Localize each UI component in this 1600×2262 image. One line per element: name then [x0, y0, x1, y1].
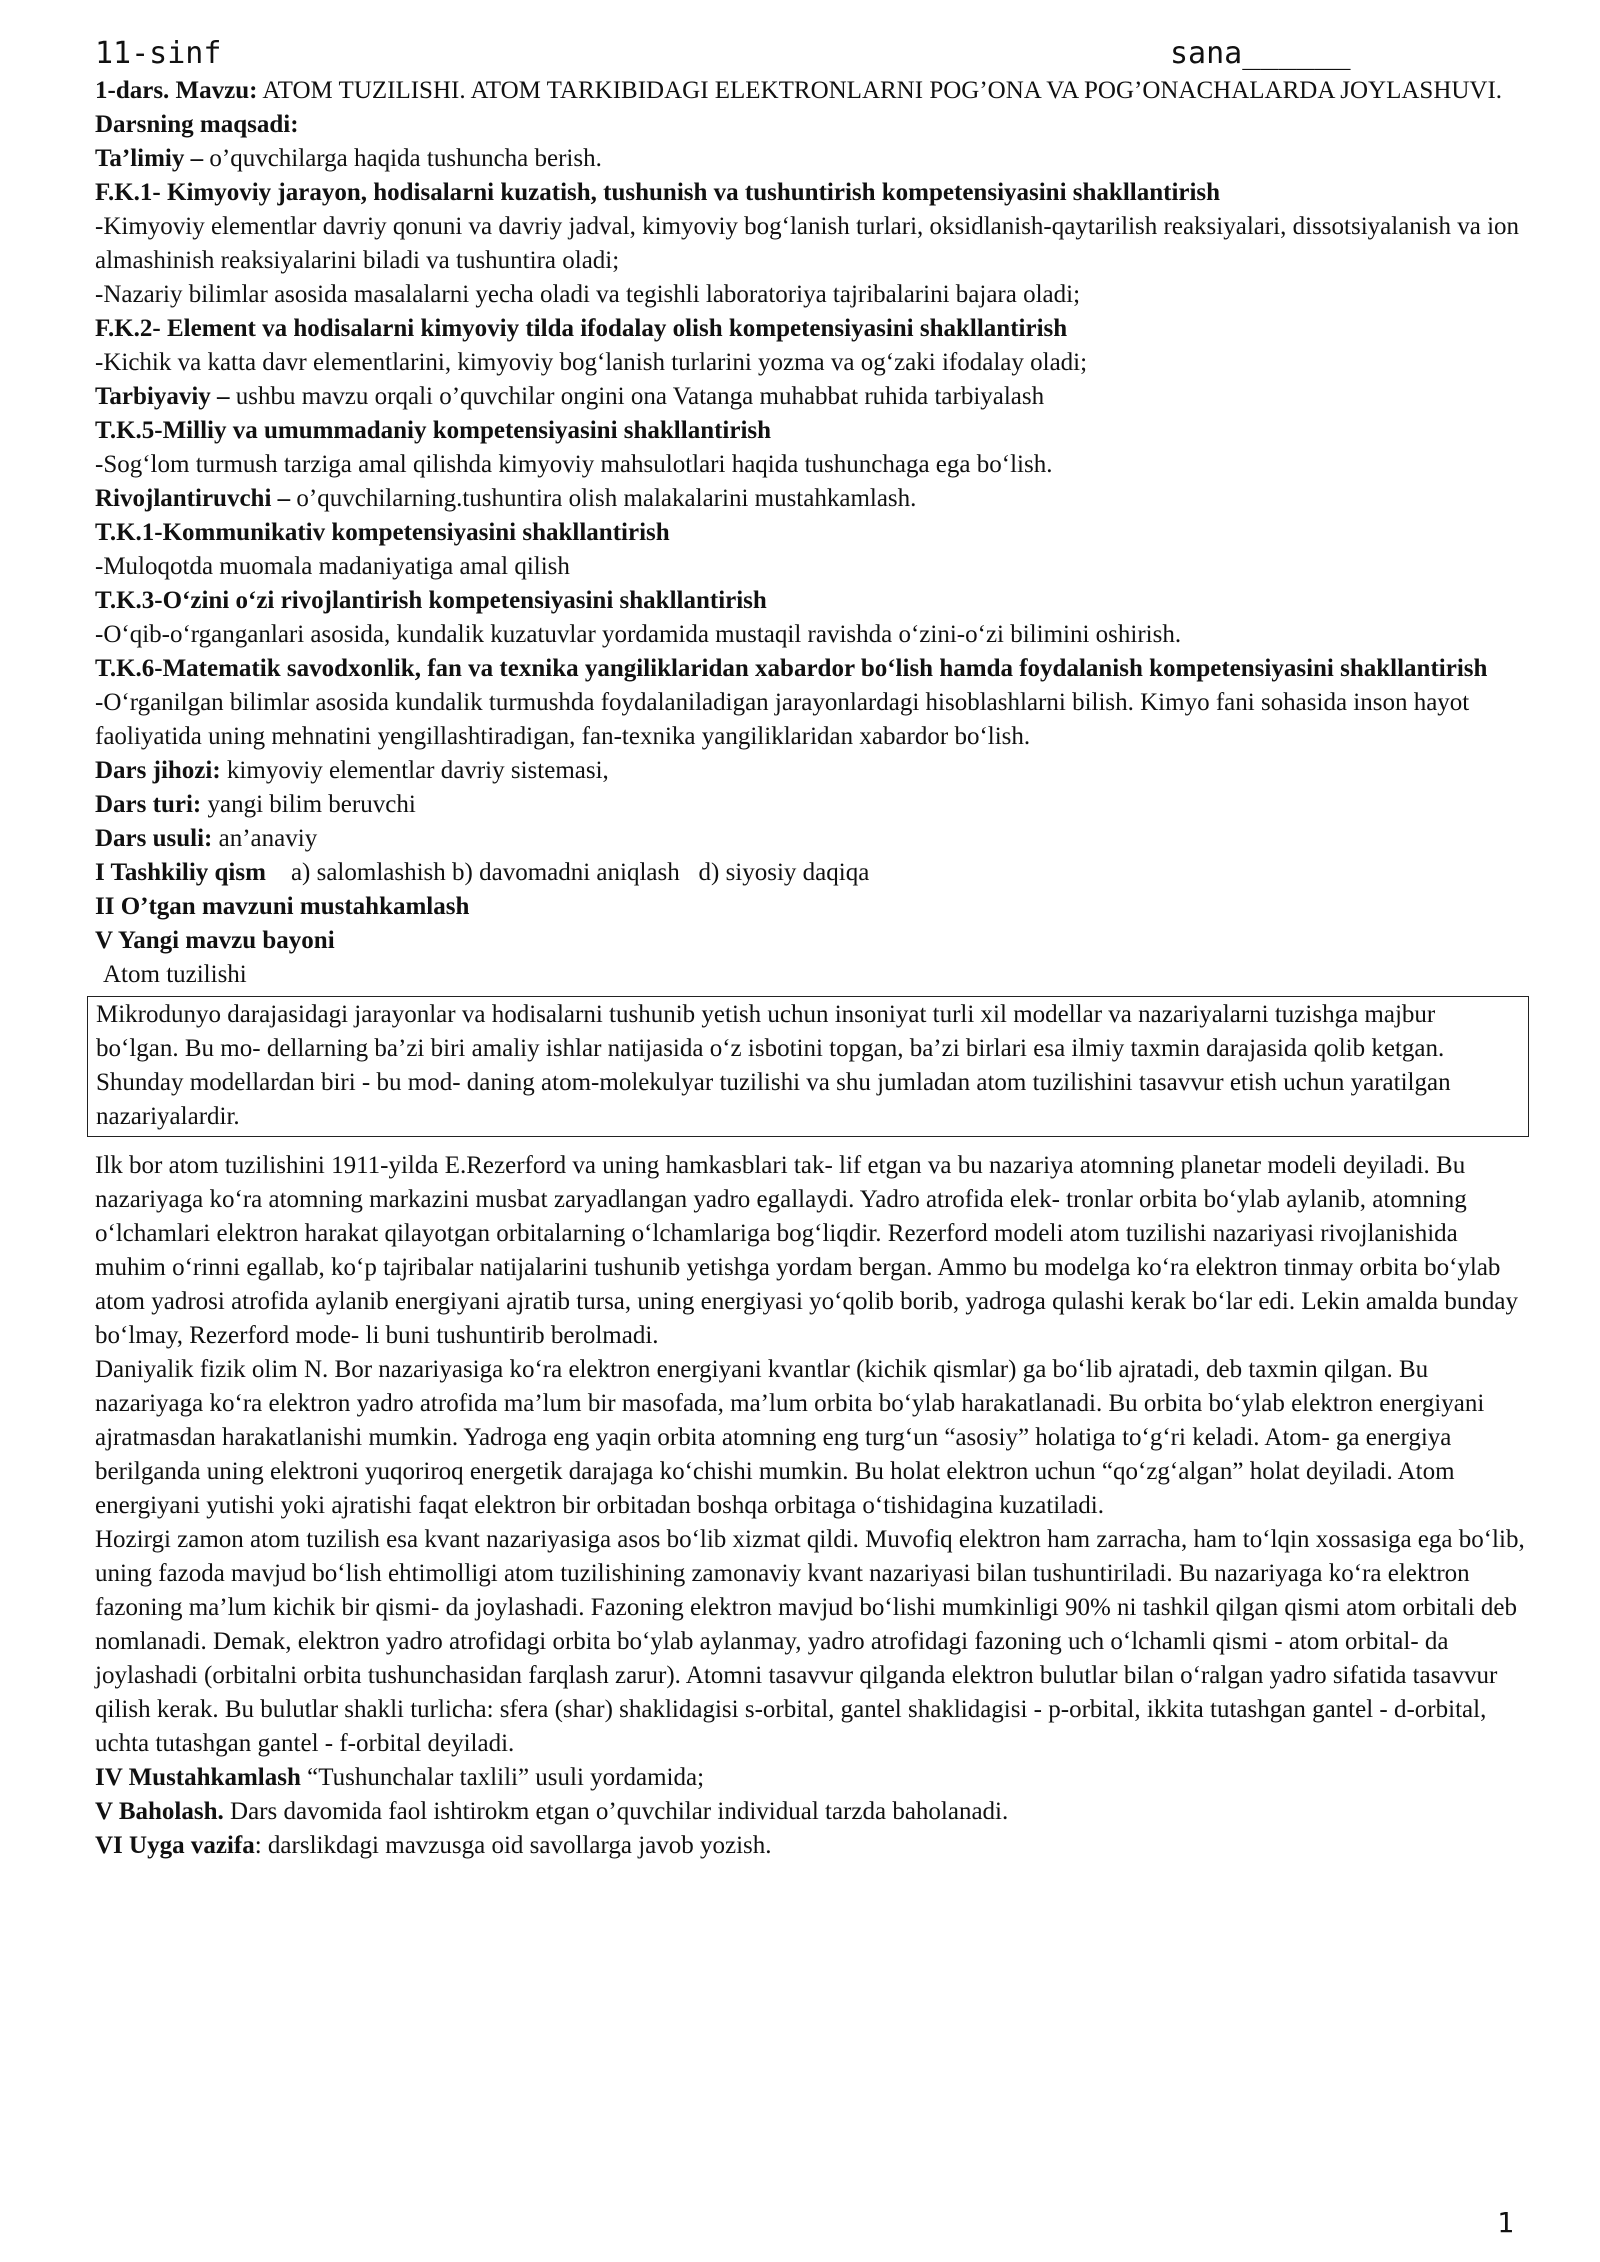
body-paragraph-2: Daniyalik fizik olim N. Bor nazariyasiga ko‘ra elektron energiyani kvantlar (kichik qismlar) ga bo‘lib ajratadi, deb taxmin qilgan. Bu nazariyaga ko‘ra elektron yadro atrofida ma’lum bir masofada, ma’lum orbita bo‘ylab harakatlanadi. Bu orbita bo‘ylab elektron energiyani ajratmasdan harakatlanishi mumkin. Yadroga eng yaqin orbita atomning eng turg‘un “asosiy” holatiga to‘g‘ri keladi. Atom- ga energiya berilganda uning elektroni yuqoriroq energetik darajaga ko‘chishi mumkin. Bu holat elektron uchun “qo‘zg‘algan” holat deyiladi. Atom energiyani yutishi yoki ajratishi faqat elektron bir orbitadan boshqa orbitaga o‘tishidagina kuzatiladi.	[95, 1356, 1485, 1519]
tk5-title-text: T.K.5-Milliy va umummadaniy kompetensiyasini shakllantirish	[95, 417, 772, 444]
page-number: 1	[1497, 2206, 1514, 2239]
fk1-item-2: -Nazariy bilimlar asosida masalalarni yecha oladi va tegishli laboratoriya tajribalarini bajara oladi;	[95, 281, 1081, 308]
dars-usuli	[95, 822, 1525, 856]
tk1-title	[95, 516, 1525, 550]
topic-subheading: Atom tuzilishi	[103, 961, 247, 988]
class-label: 11-sinf	[95, 36, 222, 71]
stage-5	[95, 1795, 1525, 1829]
intro-box-text: Mikrodunyo darajasidagi jarayonlar va hodisalarni tushunib yetish uchun insoniyat turli xil modellar va nazariyalarni tuzishga majbur bo‘lgan. Bu mo- dellarning ba’zi biri amaliy ishlar natijasida o‘z isbotini topgan, ba’zi birlari esa ilmiy taxmin darajasida qolib ketgan. Shunday modellardan biri - bu mod- daning atom-molekulyar tuzilishi va shu jumladan atom tuzilishini tasavvur etish uchun yaratilgan nazariyalardir.	[96, 1001, 1451, 1130]
fk1-title-text: F.K.1- Kimyoviy jarayon, hodisalarni kuzatish, tushunish va tushuntirish kompetensiyasini shakllantirish	[95, 179, 1221, 206]
dars-turi-text: yangi bilim beruvchi	[201, 791, 416, 818]
dars-turi	[95, 788, 1525, 822]
body-paragraph-1: Ilk bor atom tuzilishini 1911-yilda E.Rezerford va uning hamkasblari tak- lif etgan va bu nazariya atomning planetar modeli deyiladi. Bu nazariyaga ko‘ra atomning markazini musbat zaryadlangan yadro egallaydi. Yadro atrofida elek- tronlar orbita bo‘ylab aylanib, atomning o‘lchamlari elektron harakat qilayotgan orbitalarning o‘lchamlariga bog‘liqdir. Rezerford modeli atom tuzilishi nazariyasi rivojlanishida muhim o‘rinni egallab, ko‘p tajribalar natijalarini tushunib yetishga yordam bergan. Ammo bu modelga ko‘ra elektron tinmay orbita bo‘ylab atom yadrosi atrofida aylanib energiyani ajratib tursa, uning energiyasi yo‘qolib borib, yadroga qulashi kerak bo‘lar edi. Lekin amalda bunday bo‘lmay, Rezerford mode- li buni tushuntirib berolmadi.	[95, 1152, 1518, 1349]
fk2-item-1: -Kichik va katta davr elementlarini, kimyoviy bog‘lanish turlarini yozma va og‘zaki ifodalay oladi;	[95, 349, 1088, 376]
tk1-item-1: -Muloqotda muomala madaniyatiga amal qilish	[95, 553, 570, 580]
goals-heading	[95, 108, 1525, 142]
tk5-title	[95, 414, 1525, 448]
lesson-title	[95, 74, 1525, 108]
tk3-item-1: -O‘qib-o‘rganganlari asosida, kundalik kuzatuvlar yordamida mustaqil ravishda o‘zini-o‘zi bilimini oshirish.	[95, 621, 1182, 648]
dars-jihozi-label: Dars jihozi:	[95, 757, 221, 784]
body-paragraph-3: Hozirgi zamon atom tuzilish esa kvant nazariyasiga asos bo‘lib xizmat qildi. Muvofiq elektron ham zarracha, ham to‘lqin xossasiga ega bo‘lib, uning fazoda mavjud bo‘lish ehtimolligi atom tuzilishining zamonaviy kvant nazariyasi bilan tushuntiriladi. Bu nazariyaga ko‘ra elektron fazoning ma’lum kichik bir qismi- da joylashadi. Fazoning elektron mavjud bo‘lishi mumkinligi 90% ni tashkil qilgan qismi atom orbitali deb nomlanadi. Demak, elektron yadro atrofidagi orbita bo‘ylab aylanmay, yadro atrofidagi fazoning uch o‘lchamli qismi - atom orbital- da joylashadi (orbitalni orbita tushunchasidan farqlash zarur). Atomni tasavvur qilganda elektron bulutlar bilan o‘ralgan yadro sifatida tasavvur qilish kerak. Bu bulutlar shakli turlicha: sfera (shar) shaklidagisi s-orbital, gantel shaklidagisi - p-orbital, ikkita tutashgan gantel - d-orbital, uchta tutashgan gantel - f-orbital deyiladi.	[95, 1526, 1525, 1757]
tk3-title	[95, 584, 1525, 618]
stage-4-label: IV Mustahkamlash	[95, 1764, 301, 1791]
stage-4-text: “Tushunchalar taxlili” usuli yordamida;	[300, 1764, 705, 1791]
dars-usuli-label: Dars usuli:	[95, 825, 213, 852]
intro-box	[87, 996, 1529, 1137]
tarbiyaviy-line	[95, 380, 1525, 414]
stage-3	[95, 924, 1525, 958]
goals-heading-text: Darsning maqsadi:	[95, 111, 299, 138]
tk6-item-1: -O‘rganilgan bilimlar asosida kundalik turmushda foydalaniladigan jarayonlardagi hisoblashlarni bilish. Kimyo fani sohasida inson hayot faoliyatida uning mehnatini yengillashtiradigan, fan-texnika yangiliklaridan xabardor bo‘lish.	[95, 689, 1470, 750]
stage-2	[95, 890, 1525, 924]
fk1-title	[95, 176, 1525, 210]
tarbiyaviy-label: Tarbiyaviy –	[95, 383, 230, 410]
talimiy-line	[95, 142, 1525, 176]
dars-turi-label: Dars turi:	[95, 791, 202, 818]
rivoj-label: Rivojlantiruvchi –	[95, 485, 291, 512]
document-page	[95, 34, 1525, 1863]
fk2-title-text: F.K.2- Element va hodisalarni kimyoviy tilda ifodalay olish kompetensiyasini shakllantirish	[95, 315, 1068, 342]
fk1-item-1: -Kimyoviy elementlar davriy qonuni va davriy jadval, kimyoviy bog‘lanish turlari, oksidlanish-qaytarilish reaksiyalari, dissotsiyalanish va ion almashinish reaksiyalarini biladi va tushuntira oladi;	[95, 213, 1520, 274]
dars-jihozi-text: kimyoviy elementlar davriy sistemasi,	[220, 757, 609, 784]
talimiy-label: Ta’limiy –	[95, 145, 204, 172]
page-header	[95, 34, 1525, 74]
tk6-title	[95, 652, 1525, 686]
stage-6	[95, 1829, 1525, 1863]
stage-2-label: II O’tgan mavzuni mustahkamlash	[95, 893, 470, 920]
stage-1	[95, 856, 1525, 890]
dars-jihozi	[95, 754, 1525, 788]
stage-4	[95, 1761, 1525, 1795]
tk1-title-text: T.K.1-Kommunikativ kompetensiyasini shakllantirish	[95, 519, 670, 546]
stage-5-label: V Baholash.	[95, 1798, 224, 1825]
date-label: sana______	[1170, 36, 1351, 71]
stage-3-label: V Yangi mavzu bayoni	[95, 927, 335, 954]
fk2-title	[95, 312, 1525, 346]
stage-6-text: : darslikdagi mavzusga oid savollarga javob yozish.	[254, 1832, 772, 1859]
rivoj-line	[95, 482, 1525, 516]
tk3-title-text: T.K.3-O‘zini o‘zi rivojlantirish kompetensiyasini shakllantirish	[95, 587, 767, 614]
lesson-topic: ATOM TUZILISHI. ATOM TARKIBIDAGI ELEKTRONLARNI POG’ONA VA POG’ONACHALARDA JOYLASHUVI.	[262, 77, 1503, 104]
tk6-title-text: T.K.6-Matematik savodxonlik, fan va texnika yangiliklaridan xabardor bo‘lish hamda foydalanish kompetensiyasini shakllantirish	[95, 655, 1488, 682]
stage-5-text: Dars davomida faol ishtirokm etgan o’quvchilar individual tarzda baholanadi.	[223, 1798, 1009, 1825]
tk5-item-1: -Sog‘lom turmush tarziga amal qilishda kimyoviy mahsulotlari haqida tushunchaga ega bo‘lish.	[95, 451, 1053, 478]
stage-1-label: I Tashkiliy qism	[95, 859, 266, 886]
stage-6-label: VI Uyga vazifa	[95, 1832, 255, 1859]
rivoj-text: o’quvchilarning.tushuntira olish malakalarini mustahkamlash.	[290, 485, 917, 512]
talimiy-text: o’quvchilarga haqida tushuncha berish.	[203, 145, 602, 172]
dars-usuli-text: an’anaviy	[212, 825, 318, 852]
lesson-number: 1-dars. Mavzu:	[95, 77, 258, 104]
stage-1-text: a) salomlashish b) davomadni aniqlash d) siyosiy daqiqa	[265, 859, 870, 886]
tarbiyaviy-text: ushbu mavzu orqali o’quvchilar ongini ona Vatanga muhabbat ruhida tarbiyalash	[229, 383, 1045, 410]
